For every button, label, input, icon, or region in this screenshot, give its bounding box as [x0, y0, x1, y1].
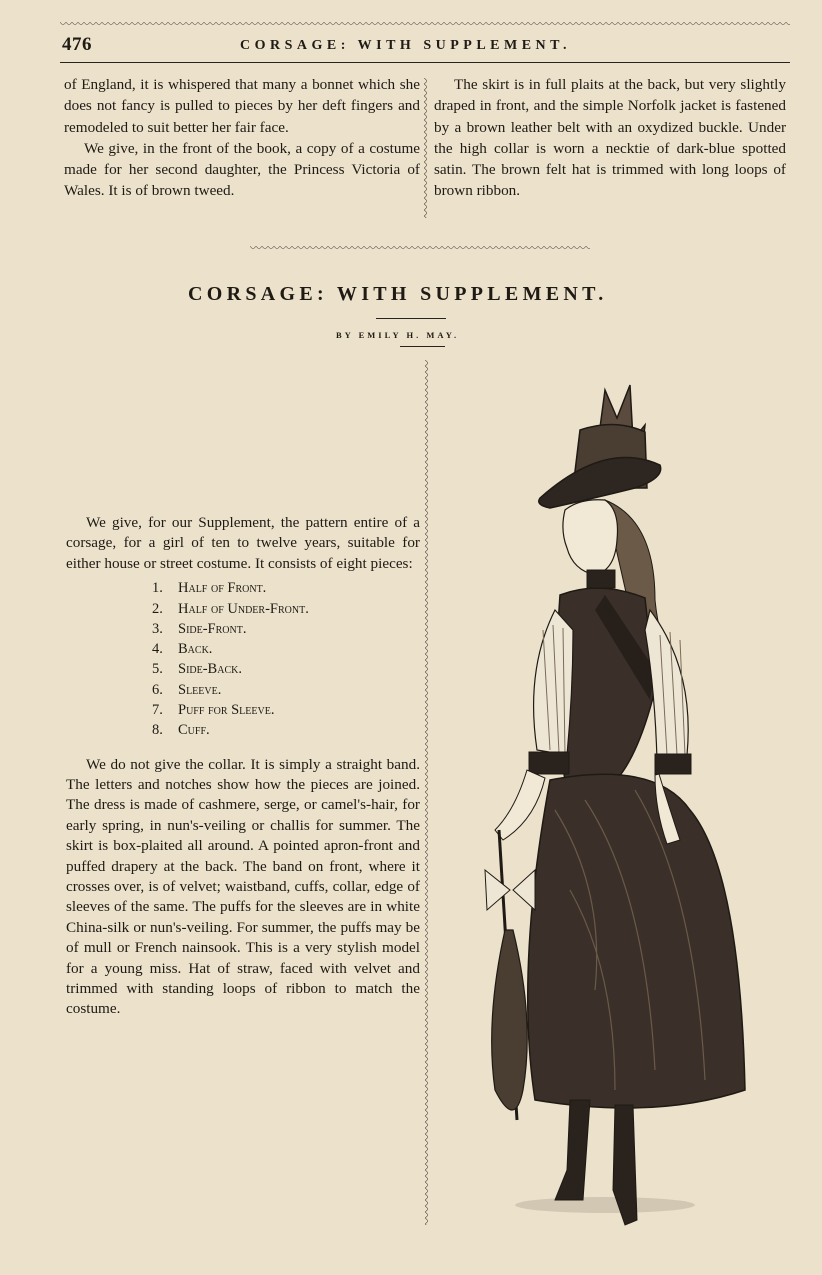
column-divider-top [424, 78, 430, 218]
title-underline [376, 318, 446, 319]
list-item: 2. Half of Under-Front. [152, 600, 309, 617]
list-item: 4. Back. [152, 641, 213, 658]
running-head: CORSAGE: WITH SUPPLEMENT. [240, 38, 571, 53]
top-right-paragraph-1: The skirt is in full plaits at the back, but very slightly draped in front, and the simple Norfolk jacket is fastened by a brown leather belt with an oxydized buckle. Under the high collar is worn a necktie of dark-blue spotted satin. The brown felt hat is trimmed with long loops of brown ribbon. [434, 76, 786, 200]
pieces-list [66, 578, 420, 740]
top-right-column [434, 74, 786, 202]
top-left-paragraph-2: We give, in the front of the book, a copy of a costume made for her second daughter, the Princess Victoria of Wales. It is of brown tweed. [64, 139, 420, 200]
section-divider-rule [250, 246, 590, 252]
intro-paragraph: We give, for our Supplement, the pattern entire of a corsage, for a girl of ten to twelve years, suitable for either house or street costume. It consists of eight pieces: [66, 514, 420, 572]
body-paragraph: We do not give the collar. It is simply a straight band. The letters and notches show how the pieces are joined. The dress is made of cashmere, serge, or camel's-hair, for early spring, in nun's-veiling or challis for summer. The skirt is box-plaited all around. A pointed apron-front and puffed drapery at the back. The band on front, where it crosses over, is of velvet; waistband, cuffs, collar, edge of sleeves of the same. The puffs for the sleeves are in white China-silk or nun's-veiling. For summer, the puffs may be of mull or French nainsook. This is a very stylish model for a young miss. Hat of straw, faced with velvet and trimmed with standing loops of ribbon to match the costume. [66, 755, 420, 1018]
byline: BY EMILY H. MAY. [336, 330, 460, 340]
header-rule [60, 62, 790, 63]
top-left-paragraph-1: of England, it is whispered that many a bonnet which she does not fancy is pulled to pieces by her deft fingers and remodeled to suit better her fair face. [64, 76, 420, 136]
list-item: 1. Half of Front. [152, 580, 267, 597]
top-left-column [64, 74, 420, 202]
article-title: CORSAGE: WITH SUPPLEMENT. [188, 283, 608, 305]
top-border-rule [60, 22, 790, 28]
article-body [66, 513, 420, 1020]
list-item: 5. Side-Back. [152, 661, 242, 678]
column-divider-main [425, 360, 431, 1225]
costume-illustration [455, 370, 755, 1230]
list-item: 8. Cuff. [152, 722, 210, 739]
list-item: 6. Sleeve. [152, 681, 222, 698]
byline-underline [400, 346, 445, 347]
list-item: 7. Puff for Sleeve. [152, 702, 275, 718]
list-item: 3. Side-Front. [152, 620, 247, 637]
page-number: 476 [62, 34, 92, 55]
